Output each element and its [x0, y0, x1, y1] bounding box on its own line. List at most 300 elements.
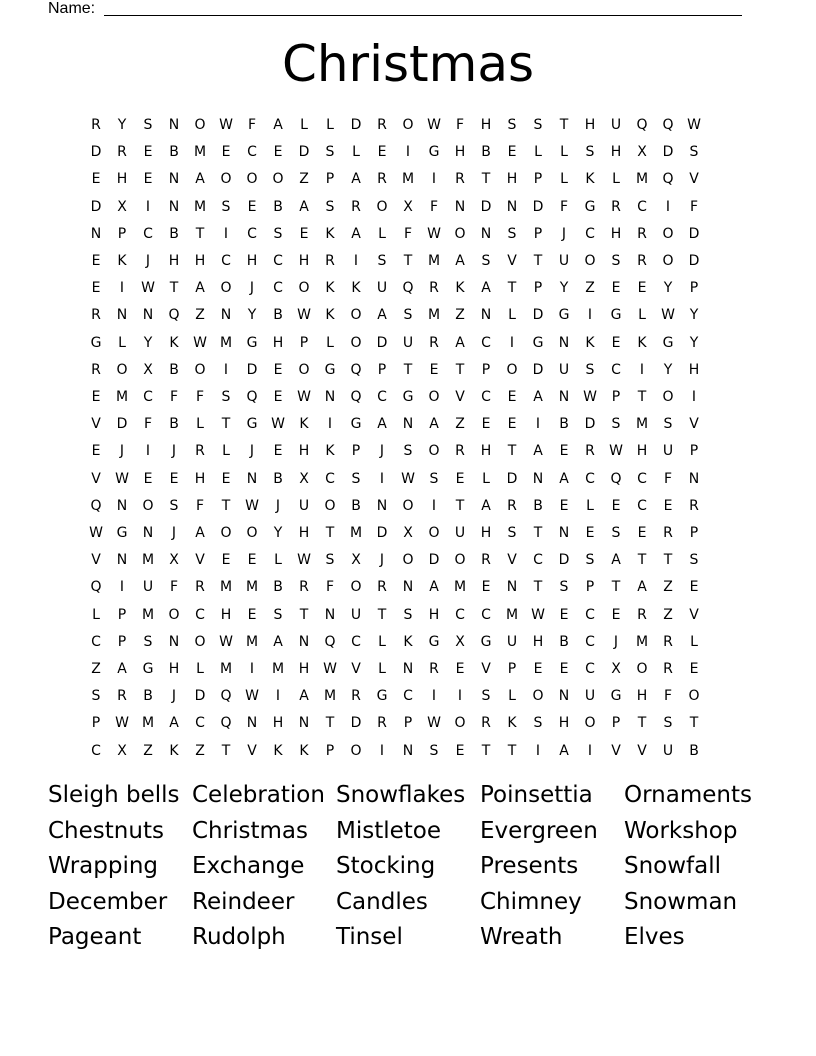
grid-letter: C — [247, 225, 257, 242]
grid-letter: D — [532, 307, 544, 324]
grid-letter: J — [119, 443, 125, 460]
grid-letter: R — [429, 280, 439, 297]
grid-letter: O — [428, 525, 440, 541]
grid-letter: N — [376, 497, 388, 514]
grid-letter: V — [689, 606, 699, 623]
grid-letter: K — [325, 280, 335, 297]
grid-letter: O — [454, 225, 466, 242]
grid-letter: A — [195, 171, 205, 188]
grid-letter: T — [195, 225, 205, 242]
grid-letter: G — [376, 688, 388, 705]
name-label: Name: — [48, 0, 96, 17]
grid-letter: C — [585, 225, 595, 242]
grid-letter: Q — [324, 633, 336, 650]
grid-letter: Q — [90, 579, 102, 596]
grid-letter: D — [480, 198, 492, 215]
grid-letter: E — [169, 470, 179, 487]
grid-letter: F — [559, 198, 569, 215]
grid-letter: V — [91, 552, 101, 569]
grid-letter: C — [195, 606, 205, 623]
grid-letter: S — [559, 579, 569, 596]
grid-letter: M — [453, 579, 467, 596]
grid-letter: F — [143, 416, 153, 433]
grid-letter: E — [221, 144, 231, 161]
grid-letter: Q — [350, 361, 362, 378]
grid-letter: G — [246, 334, 258, 351]
grid-letter: S — [533, 715, 543, 732]
grid-letter: H — [168, 661, 180, 677]
grid-letter: O — [116, 361, 128, 378]
grid-letter: O — [662, 389, 674, 405]
grid-letter: T — [325, 525, 335, 541]
grid-letter: N — [480, 225, 492, 242]
grid-letter: H — [636, 443, 648, 460]
grid-letter: K — [351, 280, 361, 297]
grid-letter: R — [481, 715, 491, 732]
grid-letter: H — [688, 361, 700, 378]
grid-letter: Q — [662, 117, 674, 133]
grid-letter: A — [429, 579, 439, 596]
grid-letter: F — [663, 470, 673, 487]
grid-letter: D — [428, 552, 440, 569]
grid-letter: R — [455, 443, 465, 460]
grid-letter: J — [171, 525, 177, 541]
grid-letter: P — [689, 443, 699, 460]
grid-letter: W — [219, 117, 233, 133]
grid-letter: A — [533, 389, 543, 405]
grid-letter: S — [403, 443, 413, 460]
grid-letter: B — [143, 688, 153, 705]
grid-row — [83, 574, 743, 601]
grid-letter: H — [116, 171, 128, 188]
grid-letter: M — [219, 579, 233, 596]
grid-letter: C — [247, 144, 257, 161]
grid-letter: J — [171, 688, 177, 705]
grid-letter: X — [169, 552, 179, 569]
grid-letter: N — [558, 525, 570, 541]
grid-letter: M — [219, 334, 233, 351]
word-list-item: Evergreen — [480, 817, 598, 844]
grid-letter: H — [610, 225, 622, 242]
grid-letter: P — [481, 361, 491, 378]
grid-letter: H — [480, 117, 492, 133]
grid-letter: H — [454, 144, 466, 161]
grid-letter: M — [141, 552, 155, 569]
grid-letter: C — [637, 470, 647, 487]
grid-letter: X — [351, 552, 361, 569]
grid-letter: K — [455, 280, 465, 297]
word-list-item: Poinsettia — [480, 782, 593, 808]
grid-letter: C — [637, 198, 647, 215]
grid-letter: M — [271, 661, 285, 677]
grid-letter: E — [559, 497, 569, 514]
grid-letter: F — [169, 389, 179, 405]
grid-letter: E — [91, 280, 101, 297]
grid-letter: W — [115, 470, 129, 487]
grid-letter: C — [585, 633, 595, 650]
grid-letter: R — [481, 552, 491, 569]
grid-letter: Y — [689, 334, 699, 351]
grid-letter: P — [611, 389, 621, 405]
grid-letter: F — [403, 225, 413, 242]
grid-letter: R — [377, 171, 387, 188]
word-list-item: Chimney — [480, 888, 582, 915]
grid-letter: A — [117, 661, 127, 677]
grid-letter: C — [273, 280, 283, 297]
grid-letter: O — [402, 117, 414, 133]
grid-letter: K — [325, 443, 335, 460]
grid-letter: E — [533, 661, 543, 677]
grid-letter: E — [143, 171, 153, 188]
grid-letter: L — [638, 307, 646, 324]
grid-letter: Q — [402, 280, 414, 297]
grid-row — [83, 602, 743, 629]
grid-row — [83, 411, 743, 438]
grid-letter: U — [506, 633, 518, 650]
grid-letter: T — [533, 579, 543, 596]
grid-letter: H — [168, 253, 180, 269]
grid-letter: R — [637, 225, 647, 242]
grid-letter: S — [143, 117, 153, 133]
grid-letter: O — [532, 688, 544, 705]
word-list-item: Rudolph — [192, 924, 286, 950]
grid-letter: T — [481, 171, 491, 188]
grid-letter: I — [119, 280, 125, 297]
grid-letter: B — [169, 144, 179, 161]
grid-letter: I — [535, 742, 541, 759]
grid-letter: T — [637, 715, 647, 732]
grid-letter: E — [637, 525, 647, 541]
grid-letter: W — [271, 416, 285, 433]
grid-letter: Z — [195, 742, 205, 759]
grid-letter: W — [115, 715, 129, 732]
grid-letter: P — [351, 443, 361, 460]
grid-letter: G — [610, 307, 622, 324]
grid-letter: P — [299, 334, 309, 351]
grid-letter: O — [194, 117, 206, 133]
grid-letter: V — [195, 552, 205, 569]
grid-letter: S — [273, 225, 283, 242]
grid-letter: H — [298, 661, 310, 677]
word-list-item: Presents — [480, 853, 579, 879]
grid-letter: A — [299, 688, 309, 705]
grid-letter: F — [663, 688, 673, 705]
grid-letter: O — [350, 579, 362, 596]
grid-letter: C — [637, 497, 647, 514]
grid-letter: U — [376, 280, 388, 297]
grid-letter: F — [247, 117, 257, 133]
grid-letter: E — [481, 579, 491, 596]
grid-letter: Q — [90, 497, 102, 514]
grid-letter: S — [325, 144, 335, 161]
grid-letter: J — [613, 633, 619, 650]
grid-letter: N — [142, 307, 154, 324]
grid-letter: R — [663, 661, 673, 677]
grid-letter: L — [378, 661, 386, 677]
grid-letter: X — [611, 661, 621, 677]
grid-letter: T — [169, 280, 179, 297]
grid-letter: K — [507, 715, 517, 732]
grid-letter: M — [323, 688, 337, 705]
grid-letter: W — [89, 525, 103, 541]
grid-letter: L — [508, 307, 516, 324]
grid-letter: E — [455, 470, 465, 487]
grid-letter: T — [403, 361, 413, 378]
grid-letter: N — [168, 117, 180, 133]
grid-letter: S — [611, 416, 621, 433]
grid-letter: R — [325, 253, 335, 269]
grid-letter: O — [246, 171, 258, 188]
grid-letter: N — [480, 307, 492, 324]
grid-letter: R — [299, 579, 309, 596]
grid-letter: U — [610, 117, 622, 133]
grid-letter: E — [689, 579, 699, 596]
grid-letter: S — [689, 552, 699, 569]
grid-letter: O — [454, 552, 466, 569]
grid-letter: D — [506, 470, 518, 487]
grid-letter: E — [247, 198, 257, 215]
grid-letter: F — [455, 117, 465, 133]
grid-letter: O — [168, 606, 180, 623]
grid-letter: J — [171, 443, 177, 460]
grid-letter: N — [558, 334, 570, 351]
grid-letter: W — [323, 661, 337, 677]
grid-letter: E — [507, 144, 517, 161]
grid-letter: N — [246, 470, 258, 487]
grid-letter: H — [220, 606, 232, 623]
grid-letter: N — [168, 171, 180, 188]
grid-letter: S — [325, 198, 335, 215]
grid-letter: T — [325, 715, 335, 732]
grid-letter: Q — [168, 307, 180, 324]
grid-letter: H — [636, 688, 648, 705]
grid-letter: K — [299, 416, 309, 433]
name-field[interactable] — [48, 0, 748, 18]
grid-letter: X — [117, 198, 127, 215]
word-list-item: Christmas — [192, 817, 308, 844]
grid-row — [83, 438, 743, 465]
grid-letter: G — [116, 525, 128, 541]
word-list-item: December — [48, 888, 168, 915]
grid-letter: C — [611, 361, 621, 378]
grid-letter: A — [481, 280, 491, 297]
word-list-item: Chestnuts — [48, 817, 164, 844]
grid-letter: N — [116, 552, 128, 569]
grid-letter: O — [350, 334, 362, 351]
word-list-item: Celebration — [192, 782, 325, 808]
grid-letter: E — [273, 443, 283, 460]
grid-letter: A — [455, 253, 465, 269]
grid-letter: R — [377, 117, 387, 133]
grid-letter: R — [585, 443, 595, 460]
grid-letter: K — [325, 307, 335, 324]
grid-letter: C — [91, 742, 101, 759]
grid-letter: S — [221, 389, 231, 405]
grid-letter: L — [560, 171, 568, 188]
grid-letter: L — [352, 144, 360, 161]
grid-letter: P — [533, 225, 543, 242]
grid-letter: V — [247, 742, 257, 759]
grid-letter: A — [169, 715, 179, 732]
grid-letter: E — [559, 661, 569, 677]
grid-letter: Y — [663, 361, 673, 378]
grid-letter: O — [636, 661, 648, 677]
grid-letter: G — [142, 661, 154, 677]
grid-letter: D — [116, 416, 128, 433]
grid-letter: B — [559, 633, 569, 650]
grid-letter: H — [298, 443, 310, 460]
grid-letter: E — [91, 443, 101, 460]
grid-letter: H — [558, 715, 570, 732]
grid-letter: I — [327, 416, 333, 433]
grid-letter: Z — [91, 661, 101, 677]
grid-letter: L — [300, 117, 308, 133]
grid-letter: L — [222, 443, 230, 460]
grid-row — [83, 384, 743, 411]
grid-letter: S — [507, 525, 517, 541]
grid-letter: G — [610, 688, 622, 705]
grid-letter: Q — [220, 715, 232, 732]
grid-letter: X — [637, 144, 647, 161]
grid-letter: E — [247, 606, 257, 623]
grid-letter: W — [141, 280, 155, 297]
grid-letter: X — [299, 470, 309, 487]
grid-letter: T — [455, 361, 465, 378]
grid-letter: D — [376, 525, 388, 541]
grid-letter: W — [427, 117, 441, 133]
grid-letter: G — [324, 361, 336, 378]
grid-letter: O — [220, 280, 232, 297]
grid-letter: E — [221, 552, 231, 569]
grid-letter: O — [376, 198, 388, 215]
grid-letter: I — [275, 688, 281, 705]
grid-letter: E — [663, 497, 673, 514]
grid-letter: M — [427, 253, 441, 269]
grid-letter: A — [559, 470, 569, 487]
grid-letter: T — [481, 742, 491, 759]
grid-letter: D — [298, 144, 310, 161]
grid-letter: N — [506, 579, 518, 596]
word-list-item: Ornaments — [624, 782, 752, 808]
grid-letter: N — [116, 497, 128, 514]
grid-letter: A — [351, 225, 361, 242]
grid-letter: A — [455, 334, 465, 351]
grid-letter: T — [689, 715, 699, 732]
page-title: Christmas — [281, 35, 535, 93]
grid-letter: G — [402, 389, 414, 405]
grid-letter: O — [662, 253, 674, 269]
grid-letter: T — [663, 552, 673, 569]
grid-letter: M — [349, 525, 363, 541]
grid-letter: M — [635, 633, 649, 650]
grid-letter: N — [532, 470, 544, 487]
grid-letter: T — [533, 253, 543, 269]
grid-row — [83, 248, 743, 275]
name-underline — [104, 15, 742, 16]
grid-letter: M — [115, 389, 129, 405]
grid-letter: I — [223, 361, 229, 378]
grid-letter: T — [559, 117, 569, 133]
grid-letter: N — [402, 579, 414, 596]
grid-letter: E — [221, 470, 231, 487]
grid-letter: R — [507, 497, 517, 514]
grid-letter: X — [455, 633, 465, 650]
grid-letter: A — [377, 307, 387, 324]
grid-letter: S — [143, 633, 153, 650]
grid-letter: H — [298, 525, 310, 541]
grid-letter: N — [220, 307, 232, 324]
grid-letter: A — [559, 742, 569, 759]
grid-letter: E — [689, 661, 699, 677]
grid-letter: E — [507, 389, 517, 405]
grid-letter: E — [143, 470, 153, 487]
grid-letter: U — [558, 361, 570, 378]
grid-letter: V — [689, 416, 699, 433]
grid-letter: P — [117, 633, 127, 650]
grid-letter: L — [274, 552, 282, 569]
grid-letter: Q — [246, 389, 258, 405]
grid-letter: R — [611, 198, 621, 215]
grid-letter: T — [221, 497, 231, 514]
grid-letter: S — [585, 552, 595, 569]
grid-letter: S — [429, 470, 439, 487]
grid-letter: B — [559, 416, 569, 433]
grid-letter: T — [377, 606, 387, 623]
grid-letter: O — [402, 552, 414, 569]
grid-row — [83, 738, 743, 765]
grid-letter: M — [427, 307, 441, 324]
word-list-item: Tinsel — [336, 924, 403, 950]
grid-letter: R — [377, 715, 387, 732]
grid-letter: H — [480, 525, 492, 541]
grid-letter: I — [379, 470, 385, 487]
grid-letter: W — [427, 225, 441, 242]
grid-letter: I — [509, 334, 515, 351]
grid-letter: H — [194, 470, 206, 487]
grid-letter: T — [507, 280, 517, 297]
grid-row — [83, 302, 743, 329]
grid-letter: P — [117, 606, 127, 623]
grid-letter: G — [350, 416, 362, 433]
grid-letter: T — [507, 742, 517, 759]
grid-letter: O — [584, 253, 596, 269]
grid-letter: E — [273, 389, 283, 405]
grid-letter: A — [273, 117, 283, 133]
grid-letter: C — [455, 606, 465, 623]
grid-letter: Q — [636, 117, 648, 133]
grid-letter: R — [429, 334, 439, 351]
grid-letter: E — [273, 144, 283, 161]
grid-letter: Z — [663, 606, 673, 623]
grid-letter: C — [273, 253, 283, 269]
grid-letter: V — [611, 742, 621, 759]
grid-letter: B — [273, 198, 283, 215]
grid-letter: Q — [220, 688, 232, 705]
grid-letter: E — [611, 280, 621, 297]
grid-letter: A — [195, 525, 205, 541]
grid-letter: M — [635, 416, 649, 433]
grid-letter: P — [91, 715, 101, 732]
grid-letter: N — [402, 661, 414, 677]
grid-letter: A — [533, 443, 543, 460]
grid-letter: O — [688, 688, 700, 705]
grid-letter: U — [298, 497, 310, 514]
grid-letter: N — [402, 742, 414, 759]
grid-letter: V — [351, 661, 361, 677]
grid-letter: W — [193, 334, 207, 351]
grid-letter: N — [298, 715, 310, 732]
grid-letter: L — [690, 633, 698, 650]
